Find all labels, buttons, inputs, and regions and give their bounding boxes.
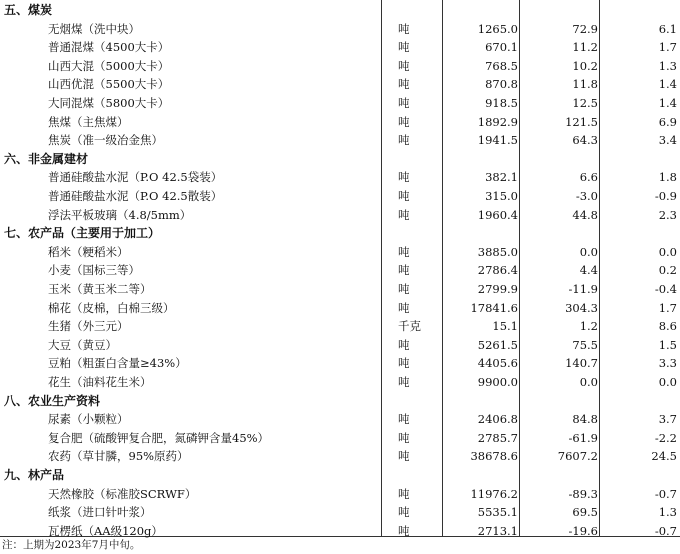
- price-change: 121.5: [565, 114, 598, 129]
- price-change: 72.9: [572, 21, 598, 36]
- category-name: 六、非金属建材: [4, 151, 89, 166]
- category-row: [0, 150, 680, 169]
- unit-cell: 吨: [398, 133, 410, 148]
- table-row: [0, 38, 680, 57]
- percent-change: 1.3: [658, 505, 677, 520]
- current-price: 5261.5: [477, 337, 518, 352]
- table-row: [0, 131, 680, 150]
- current-price: 1941.5: [477, 133, 518, 148]
- percent-change: 0.0: [658, 244, 677, 259]
- current-price: 670.1: [485, 40, 518, 55]
- price-change: 11.2: [572, 40, 598, 55]
- category-row: [0, 466, 680, 485]
- product-name: 焦煤（主焦煤）: [48, 114, 129, 129]
- current-price: 17841.6: [470, 300, 518, 315]
- price-change: -11.9: [568, 282, 598, 296]
- price-change: 10.2: [572, 58, 598, 73]
- table-row: [0, 168, 680, 187]
- unit-cell: 吨: [398, 505, 410, 520]
- product-name: 焦炭（准一级冶金焦）: [48, 133, 163, 148]
- table-row: [0, 206, 680, 225]
- unit-cell: 吨: [398, 523, 410, 538]
- current-price: 15.1: [492, 319, 518, 334]
- product-name: 山西优混（5500大卡）: [48, 77, 170, 92]
- percent-change: -0.9: [654, 189, 677, 203]
- price-change: 11.8: [572, 77, 598, 92]
- table-row: [0, 20, 680, 39]
- product-name: 天然橡胶（标准胶SCRWF）: [48, 486, 197, 501]
- category-row: [0, 392, 680, 411]
- percent-change: 0.2: [658, 263, 677, 278]
- table-row: [0, 113, 680, 132]
- current-price: 768.5: [485, 58, 518, 73]
- product-name: 普通硅酸盐水泥（P.O 42.5袋装）: [48, 170, 223, 185]
- percent-change: -2.2: [654, 430, 677, 445]
- product-name: 花生（油料花生米）: [48, 375, 152, 389]
- product-name: 纸浆（进口针叶浆）: [48, 505, 152, 520]
- current-price: 4405.6: [477, 356, 518, 371]
- table-row: [0, 317, 680, 336]
- current-price: 2799.9: [477, 282, 518, 296]
- unit-cell: 吨: [398, 77, 410, 92]
- price-change: -61.9: [568, 430, 598, 445]
- percent-change: 24.5: [651, 449, 677, 464]
- product-name: 玉米（黄玉米二等）: [48, 282, 152, 296]
- table-row: [0, 299, 680, 318]
- price-change: 64.3: [572, 133, 598, 148]
- table-row: [0, 373, 680, 392]
- percent-change: 1.4: [658, 77, 677, 92]
- unit-cell: 吨: [398, 114, 410, 129]
- price-change: 44.8: [572, 207, 598, 222]
- price-change: 304.3: [565, 300, 598, 315]
- unit-cell: 吨: [398, 21, 410, 36]
- current-price: 9900.0: [477, 375, 518, 389]
- price-change: 84.8: [572, 412, 598, 427]
- current-price: 2406.8: [477, 412, 518, 427]
- product-name: 棉花（皮棉，白棉三级）: [48, 300, 175, 315]
- product-name: 无烟煤（洗中块）: [48, 21, 140, 36]
- footnote: 注：上期为2023年7月中旬。: [2, 539, 141, 551]
- current-price: 5535.1: [477, 505, 518, 520]
- price-change: -19.6: [568, 523, 598, 538]
- table-row: [0, 94, 680, 113]
- price-change: 7607.2: [557, 449, 598, 464]
- percent-change: 3.3: [658, 356, 677, 371]
- current-price: 11976.2: [470, 486, 518, 501]
- product-name: 豆粕（粗蛋白含量≥43%）: [48, 356, 187, 371]
- unit-cell: 吨: [398, 40, 410, 55]
- table-row: [0, 503, 680, 522]
- table-row: [0, 75, 680, 94]
- current-price: 870.8: [485, 77, 518, 92]
- percent-change: 1.8: [658, 170, 677, 185]
- unit-cell: 吨: [398, 449, 410, 464]
- price-change: 1.2: [579, 319, 598, 334]
- product-name: 普通混煤（4500大卡）: [48, 40, 170, 55]
- unit-cell: 吨: [398, 486, 410, 501]
- price-change: -3.0: [575, 189, 598, 203]
- unit-cell: 吨: [398, 337, 410, 352]
- unit-cell: 吨: [398, 58, 410, 73]
- percent-change: -0.7: [654, 486, 677, 501]
- table-row: [0, 243, 680, 262]
- category-name: 八、农业生产资料: [4, 393, 101, 408]
- unit-cell: 吨: [398, 356, 410, 371]
- unit-cell: 吨: [398, 244, 410, 259]
- current-price: 38678.6: [470, 449, 518, 464]
- product-name: 普通硅酸盐水泥（P.O 42.5散装）: [48, 189, 223, 203]
- price-change: 69.5: [572, 505, 598, 520]
- percent-change: 6.9: [658, 114, 677, 129]
- percent-change: -0.7: [654, 523, 677, 538]
- category-row: [0, 224, 680, 243]
- unit-cell: 吨: [398, 96, 410, 110]
- table-row: [0, 261, 680, 280]
- table-row: [0, 429, 680, 448]
- percent-change: 1.4: [658, 96, 677, 110]
- unit-cell: 吨: [398, 282, 410, 296]
- percent-change: -0.4: [654, 282, 677, 296]
- percent-change: 2.3: [658, 207, 677, 222]
- percent-change: 0.0: [658, 375, 677, 389]
- product-name: 稻米（粳稻米）: [48, 244, 129, 259]
- price-change: 140.7: [565, 356, 598, 371]
- table-row: [0, 410, 680, 429]
- category-row: [0, 1, 680, 20]
- percent-change: 3.4: [658, 133, 677, 148]
- product-name: 瓦楞纸（AA级120g）: [48, 523, 163, 538]
- unit-cell: 吨: [398, 412, 410, 427]
- table-row: [0, 354, 680, 373]
- unit-cell: 吨: [398, 189, 410, 203]
- product-name: 大同混煤（5800大卡）: [48, 96, 170, 110]
- unit-cell: 吨: [398, 430, 410, 445]
- price-change: -89.3: [568, 486, 598, 501]
- category-name: 九、林产品: [4, 468, 65, 482]
- unit-cell: 吨: [398, 170, 410, 185]
- price-change: 75.5: [572, 337, 598, 352]
- unit-cell: 吨: [398, 300, 410, 315]
- product-name: 尿素（小颗粒）: [48, 412, 129, 427]
- table-row: [0, 485, 680, 504]
- price-change: 0.0: [579, 244, 598, 259]
- current-price: 2713.1: [477, 523, 518, 538]
- table-row: [0, 187, 680, 206]
- current-price: 918.5: [485, 96, 518, 110]
- category-name: 五、煤炭: [4, 3, 53, 17]
- product-name: 大豆（黄豆）: [48, 337, 117, 352]
- price-change: 4.4: [579, 263, 598, 278]
- product-name: 生猪（外三元）: [48, 319, 129, 334]
- percent-change: 8.6: [658, 319, 677, 334]
- price-change: 0.0: [579, 375, 598, 389]
- product-name: 浮法平板玻璃（4.8/5mm）: [48, 207, 192, 222]
- price-change: 12.5: [572, 96, 598, 110]
- current-price: 382.1: [485, 170, 518, 185]
- current-price: 2785.7: [477, 430, 518, 445]
- current-price: 2786.4: [477, 263, 518, 278]
- current-price: 1892.9: [477, 114, 518, 129]
- table-row: [0, 447, 680, 466]
- current-price: 3885.0: [477, 244, 518, 259]
- unit-cell: 吨: [398, 207, 410, 222]
- table-row: [0, 336, 680, 355]
- product-name: 山西大混（5000大卡）: [48, 58, 170, 73]
- percent-change: 1.7: [658, 300, 677, 315]
- unit-cell: 千克: [398, 319, 421, 334]
- product-name: 农药（草甘膦，95%原药）: [48, 449, 189, 464]
- percent-change: 6.1: [658, 21, 677, 36]
- percent-change: 1.3: [658, 58, 677, 73]
- percent-change: 1.5: [658, 337, 677, 352]
- percent-change: 3.7: [658, 412, 677, 427]
- current-price: 1265.0: [477, 21, 518, 36]
- current-price: 1960.4: [477, 207, 518, 222]
- table-row: [0, 280, 680, 299]
- product-name: 小麦（国标三等）: [48, 263, 140, 278]
- unit-cell: 吨: [398, 375, 410, 389]
- table-row: [0, 57, 680, 76]
- unit-cell: 吨: [398, 263, 410, 278]
- product-name: 复合肥（硫酸钾复合肥，氮磷钾含量45%）: [48, 430, 270, 445]
- price-change: 6.6: [579, 170, 598, 185]
- category-name: 七、农产品（主要用于加工）: [4, 226, 161, 241]
- current-price: 315.0: [485, 189, 518, 203]
- percent-change: 1.7: [658, 40, 677, 55]
